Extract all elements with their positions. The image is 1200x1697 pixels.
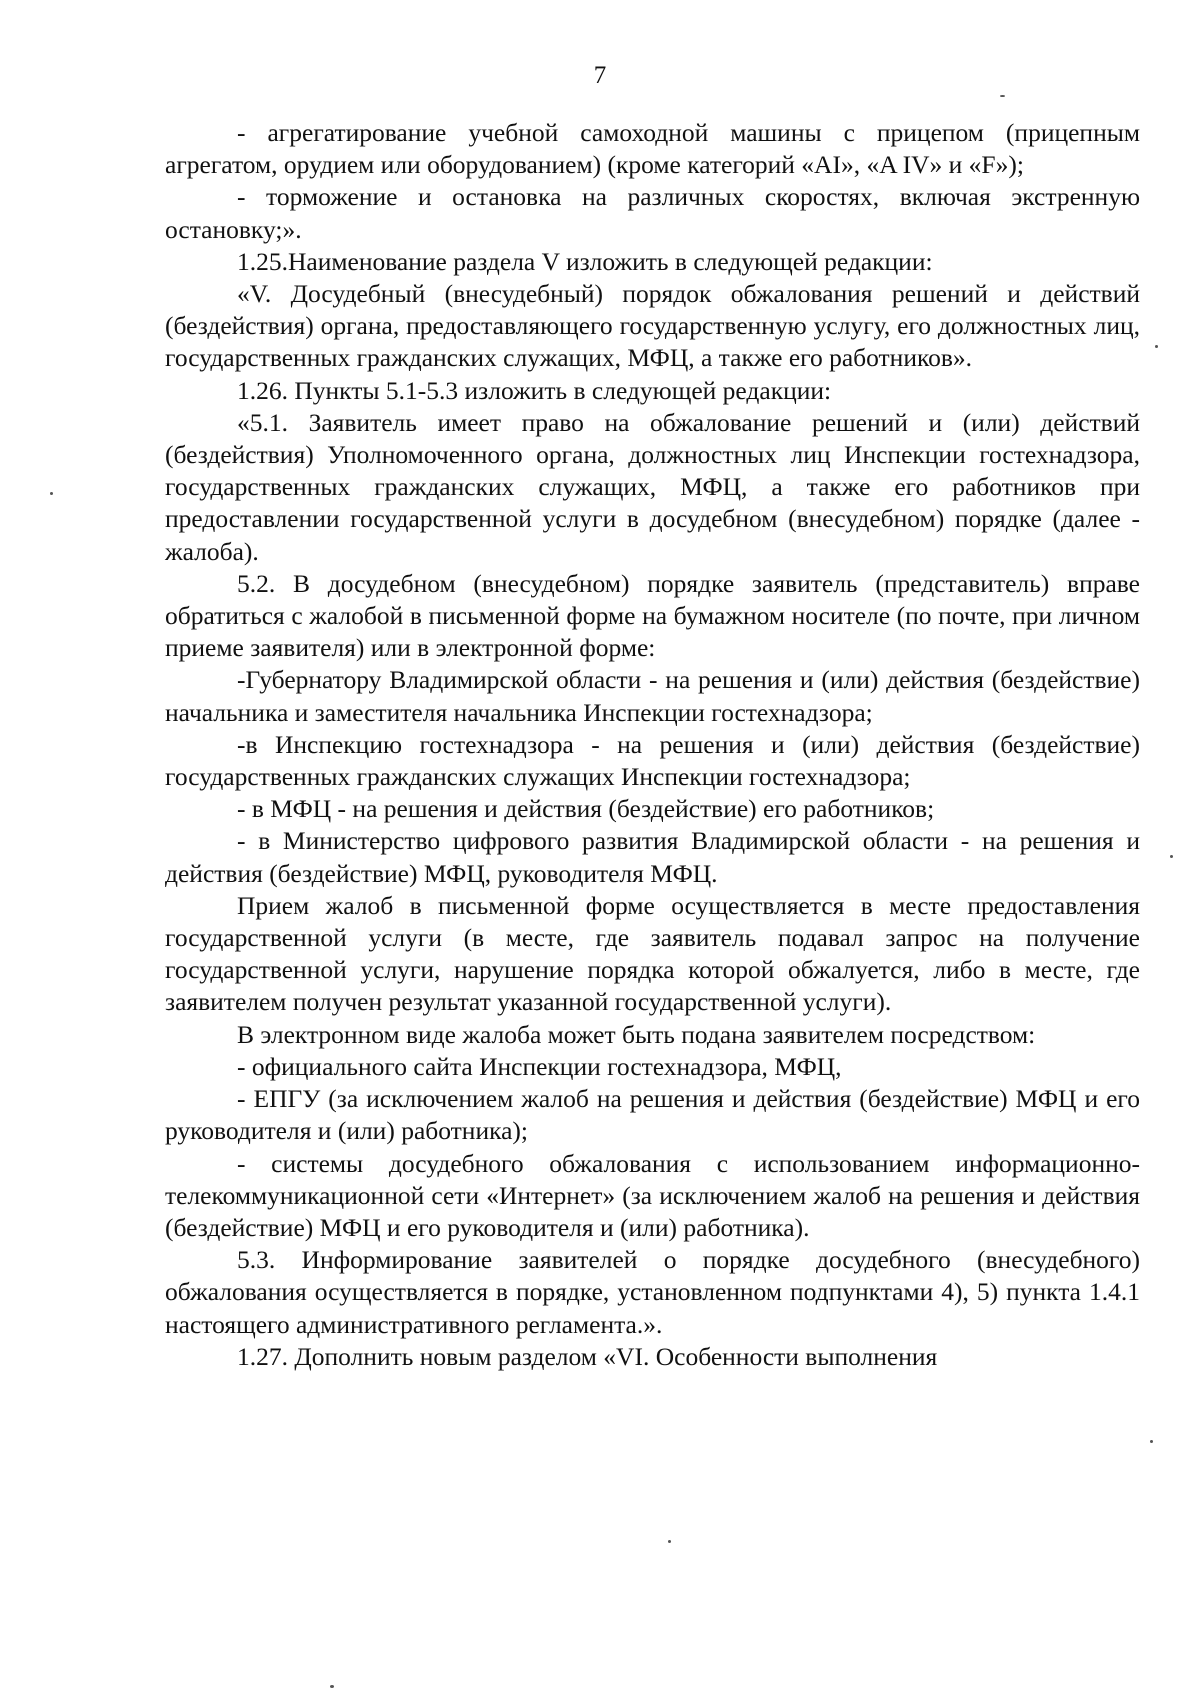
- list-item-pretrial-system: - системы досудебного обжалования с использованием информационно-телекоммуникационной сети «Интернет» (за исключением жалоб на решения и действия (бездействие) МФЦ и его руководителя и (или) работника).: [165, 1148, 1140, 1242]
- list-item-ministry: - в Министерство цифрового развития Владимирской области - на решения и действия (бездействие) МФЦ, руководителя МФЦ.: [165, 826, 1140, 888]
- list-item-governor: -Губернатору Владимирской области - на решения и (или) действия (бездействие) начальника и заместителя начальника Инспекции гостехнадзора;: [165, 665, 1140, 727]
- scan-speck: [1150, 1440, 1153, 1443]
- document-body: [165, 117, 1140, 1373]
- paragraph-aggregation: - агрегатирование учебной самоходной машины с прицепом (прицепным агрегатом, орудием или оборудованием) (кроме категорий «AI», «A IV» и «F»);: [165, 118, 1140, 180]
- paragraph-braking: - торможение и остановка на различных скоростях, включая экстренную остановку;».: [165, 182, 1140, 244]
- scan-speck: [1155, 345, 1158, 348]
- list-item-official-site: - официального сайта Инспекции гостехнадзора, МФЦ,: [237, 1051, 842, 1081]
- paragraph-electronic-complaints: В электронном виде жалоба может быть подана заявителем посредством:: [237, 1019, 1036, 1049]
- paragraph-section-v-title: «V. Досудебный (внесудебный) порядок обжалования решений и действий (бездействия) органа, предоставляющего государственную услугу, его должностных лиц, государственных гражданских служащих, МФЦ, а также его работников».: [165, 279, 1140, 373]
- paragraph-1-27: 1.27. Дополнить новым разделом «VI. Особенности выполнения: [237, 1341, 938, 1371]
- scan-speck: [330, 1685, 334, 1688]
- paragraph-5-1: «5.1. Заявитель имеет право на обжалование решений и (или) действий (бездействия) Уполномоченного органа, должностных лиц Инспекции гостехнадзора, государственных гражданских служащих, МФЦ, а также его работников при предоставлении государственной услуги в досудебном (внесудебном) порядке (далее - жалоба).: [165, 407, 1140, 566]
- paragraph-5-2: 5.2. В досудебном (внесудебном) порядке заявитель (представитель) вправе обратиться с жалобой в письменной форме на бумажном носителе (по почте, при личном приеме заявителя) или в электронной форме:: [165, 568, 1140, 663]
- paragraph-1-25: 1.25.Наименование раздела V изложить в следующей редакции:: [237, 246, 933, 276]
- page-number: 7: [593, 62, 607, 89]
- scan-speck: [1170, 855, 1173, 858]
- list-item-mfc: - в МФЦ - на решения и действия (бездействие) его работников;: [237, 794, 935, 824]
- scan-speck: [668, 1540, 671, 1543]
- scan-speck: [50, 492, 53, 495]
- list-item-inspection: -в Инспекцию гостехнадзора - на решения и (или) действия (бездействие) государственных гражданских служащих Инспекции гостехнадзора;: [165, 729, 1140, 792]
- paragraph-1-26: 1.26. Пункты 5.1-5.3 изложить в следующей редакции:: [237, 375, 832, 405]
- paragraph-5-3: 5.3. Информирование заявителей о порядке досудебного (внесудебного) обжалования осуществляется в порядке, установленном подпунктами 4), 5) пункта 1.4.1 настоящего административного регламента.».: [165, 1245, 1140, 1339]
- scan-speck: [1000, 95, 1005, 97]
- paragraph-written-complaints: Прием жалоб в письменной форме осуществляется в месте предоставления государственной услуги (в месте, где заявитель подавал запрос на получение государственной услуги, нарушение порядка которой обжалуется, либо в месте, где заявителем получен результат указанной государственной услуги).: [165, 890, 1140, 1017]
- list-item-epgu: - ЕПГУ (за исключением жалоб на решения и действия (бездействие) МФЦ и его руководителя и (или) работника);: [165, 1084, 1140, 1146]
